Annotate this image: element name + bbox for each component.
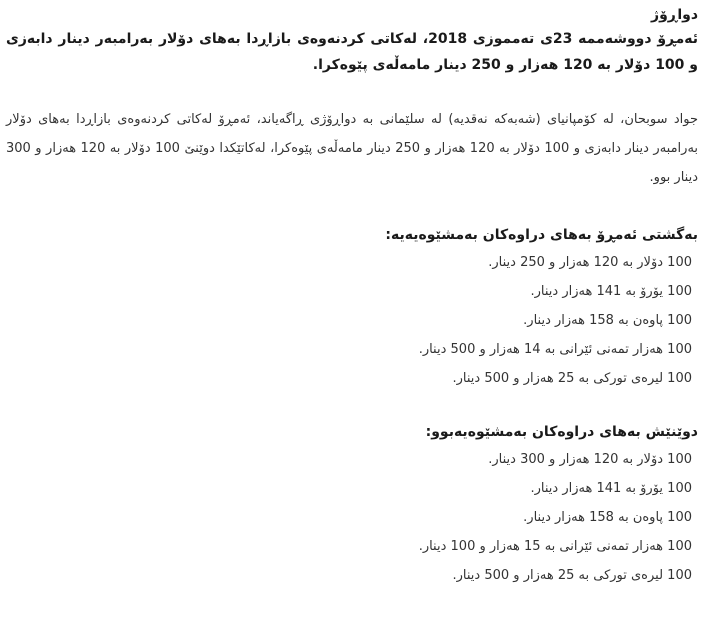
list-item: 100 دۆلار بە 120 هەزار و 300 دینار. [488, 452, 692, 467]
list-item: 100 پاوەن بە 158 هەزار دینار. [523, 313, 692, 328]
today-rates-list [6, 248, 698, 393]
list-item: 100 دۆلار بە 120 هەزار و 250 دینار. [488, 255, 692, 270]
yesterday-rates-list [6, 445, 698, 590]
list-item: 100 پاوەن بە 158 هەزار دینار. [523, 510, 692, 525]
list-item: 100 لیرەی تورکی بە 25 هەزار و 500 دینار. [452, 371, 692, 386]
article-kicker: دواڕۆژ [651, 7, 698, 23]
list-item: 100 یۆرۆ بە 141 هەزار دینار. [530, 284, 692, 299]
list-item: 100 هەزار تمەنی ئێرانی بە 14 هەزار و 500 دینار. [418, 342, 692, 357]
list-item: 100 یۆرۆ بە 141 هەزار دینار. [530, 481, 692, 496]
list-item: 100 لیرەی تورکی بە 25 هەزار و 500 دینار. [452, 568, 692, 583]
article-lead: ئەمڕۆ دووشەممە 23ی تەمموزی 2018، لەکاتی کردنەوەی بازاڕدا بەهای دۆلار بەرامبەر دینار دابەزی و 100 دۆلار بە 120 هەزار و 250 دینار مامەڵەی پێوەکرا. [6, 31, 698, 73]
yesterday-rates-heading: دوێنێش بەهای دراوەکان بەمشێوەیەبوو: [425, 424, 698, 440]
article-body: جواد سوبحان، لە کۆمپانیای (شەبەکە نەقدیە) لە سلێمانی بە دواڕۆژی ڕاگەیاند، ئەمڕۆ لەکاتی کردنەوەی بازاڕدا بەهای دۆلار بەرامبەر دینار دابەزی و 100 دۆلار بە 120 هەزار و 250 دینار مامەڵەی پێوەکرا، لەکاتێکدا دوێنێ 100 دۆلار بە 120 هەزار و 300 دینار بوو. [6, 112, 699, 185]
today-rates-heading: بەگشتی ئەمڕۆ بەهای دراوەکان بەمشێوەیەیە: [385, 227, 698, 243]
list-item: 100 هەزار تمەنی ئێرانی بە 15 هەزار و 100 دینار. [418, 539, 692, 554]
